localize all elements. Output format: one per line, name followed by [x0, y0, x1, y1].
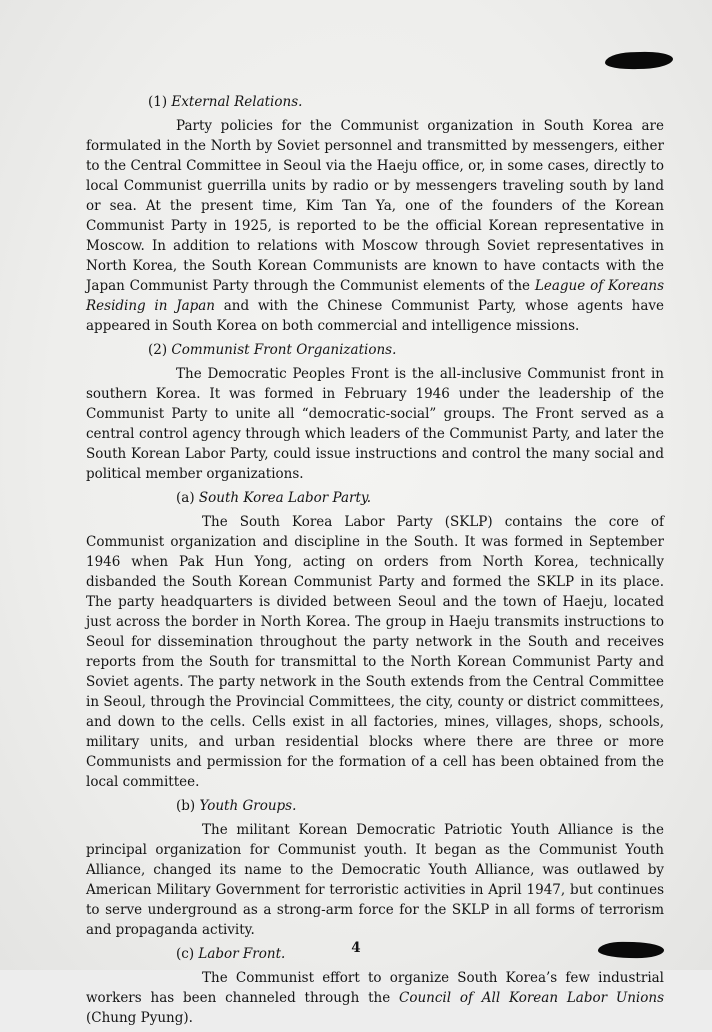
paragraph-text: and with the Chinese Communist Party, whose agents have appeared in South Korea on both commercial and intelligence missions. — [86, 298, 664, 334]
paragraph-external-relations — [86, 116, 664, 336]
section-title: South Korea Labor Party. — [198, 490, 372, 506]
paragraph-text: The South Korea Labor Party (SKLP) contains the core of Communist organization and discipline in the South. It was formed in September 1946 when Pak Hun Yong, acting on orders from North Korea, technically disbanded the South Korean Communist Party and formed the SKLP in its place. The party headquarters is divided between Seoul and the town of Haeju, located just across the border in North Korea. The group in Haeju transmits instructions to Seoul for dissemination throughout the party network in the South and receives reports from the South for transmittal to the North Korean Communist Party and Soviet agents. The party network in the South extends from the Central Committee in Seoul, through the Provincial Committees, the city, county or district committees, and down to the cells. Cells exist in all factories, mines, villages, shops, schools, military units, and urban residential blocks where there are three or more Communists and permission for the formation of a cell has been obtained from the local committee. — [86, 514, 664, 790]
paragraph-sklp — [86, 512, 664, 792]
page-number: 4 — [351, 940, 361, 956]
paragraph-communist-front — [86, 364, 664, 484]
paragraph-text: The Democratic Peoples Front is the all-inclusive Communist front in southern Korea. It was formed in February 1946 under the leadership of the Communist Party to unite all “democratic-social” groups. The Front served as a central control agency through which leaders of the Communist Party, and later the South Korean Labor Party, could issue instructions and control the many social and political member organizations. — [86, 366, 664, 482]
paragraph-youth-groups — [86, 820, 664, 940]
redaction-mark-top — [605, 51, 674, 70]
document-body — [86, 92, 664, 1032]
section-title: Communist Front Organizations. — [171, 342, 397, 358]
section-number: (b) — [176, 798, 196, 814]
paragraph-labor-front — [86, 968, 664, 1028]
organization-name-italic: Council of All Korean Labor Unions — [399, 990, 664, 1006]
organization-name-italic: League of Koreans Residing in Japan — [86, 278, 665, 314]
subsection-heading-sklp — [86, 488, 664, 508]
subsection-heading-youth-groups — [86, 796, 664, 816]
section-title: Labor Front. — [198, 946, 286, 962]
section-heading-communist-front — [86, 340, 664, 360]
section-title: External Relations. — [171, 94, 303, 110]
paragraph-text: (Chung Pyung). — [86, 1010, 193, 1026]
section-title: Youth Groups. — [199, 798, 297, 814]
section-number: (a) — [176, 490, 195, 506]
paragraph-text: The Communist effort to organize South Korea’s few industrial workers has been channeled through the — [86, 970, 664, 1006]
section-number: (c) — [176, 946, 195, 962]
section-heading-external-relations — [86, 92, 664, 112]
paragraph-text: Party policies for the Communist organization in South Korea are formulated in the North by Soviet personnel and transmitted by messengers, either to the Central Committee in Seoul via the Haeju office, or, in some cases, directly to local Communist guerrilla units by radio or by messengers traveling south by land or sea. At the present time, Kim Tan Ya, one of the founders of the Korean Communist Party in 1925, is reported to be the official Korean representative in Moscow. In addition to relations with Moscow through Soviet representatives in North Korea, the South Korean Communists are known to have contacts with the Japan Communist Party through the Communist elements of the — [86, 118, 664, 294]
paragraph-text: The militant Korean Democratic Patriotic Youth Alliance is the principal organization for Communist youth. It began as the Communist Youth Alliance, changed its name to the Democratic Youth Alliance, was outlawed by American Military Government for terroristic activities in April 1947, but continues to serve underground as a strong-arm force for the SKLP in all forms of terrorism and propaganda activity. — [86, 822, 664, 938]
section-number: (1) — [148, 94, 168, 110]
section-number: (2) — [148, 342, 168, 358]
